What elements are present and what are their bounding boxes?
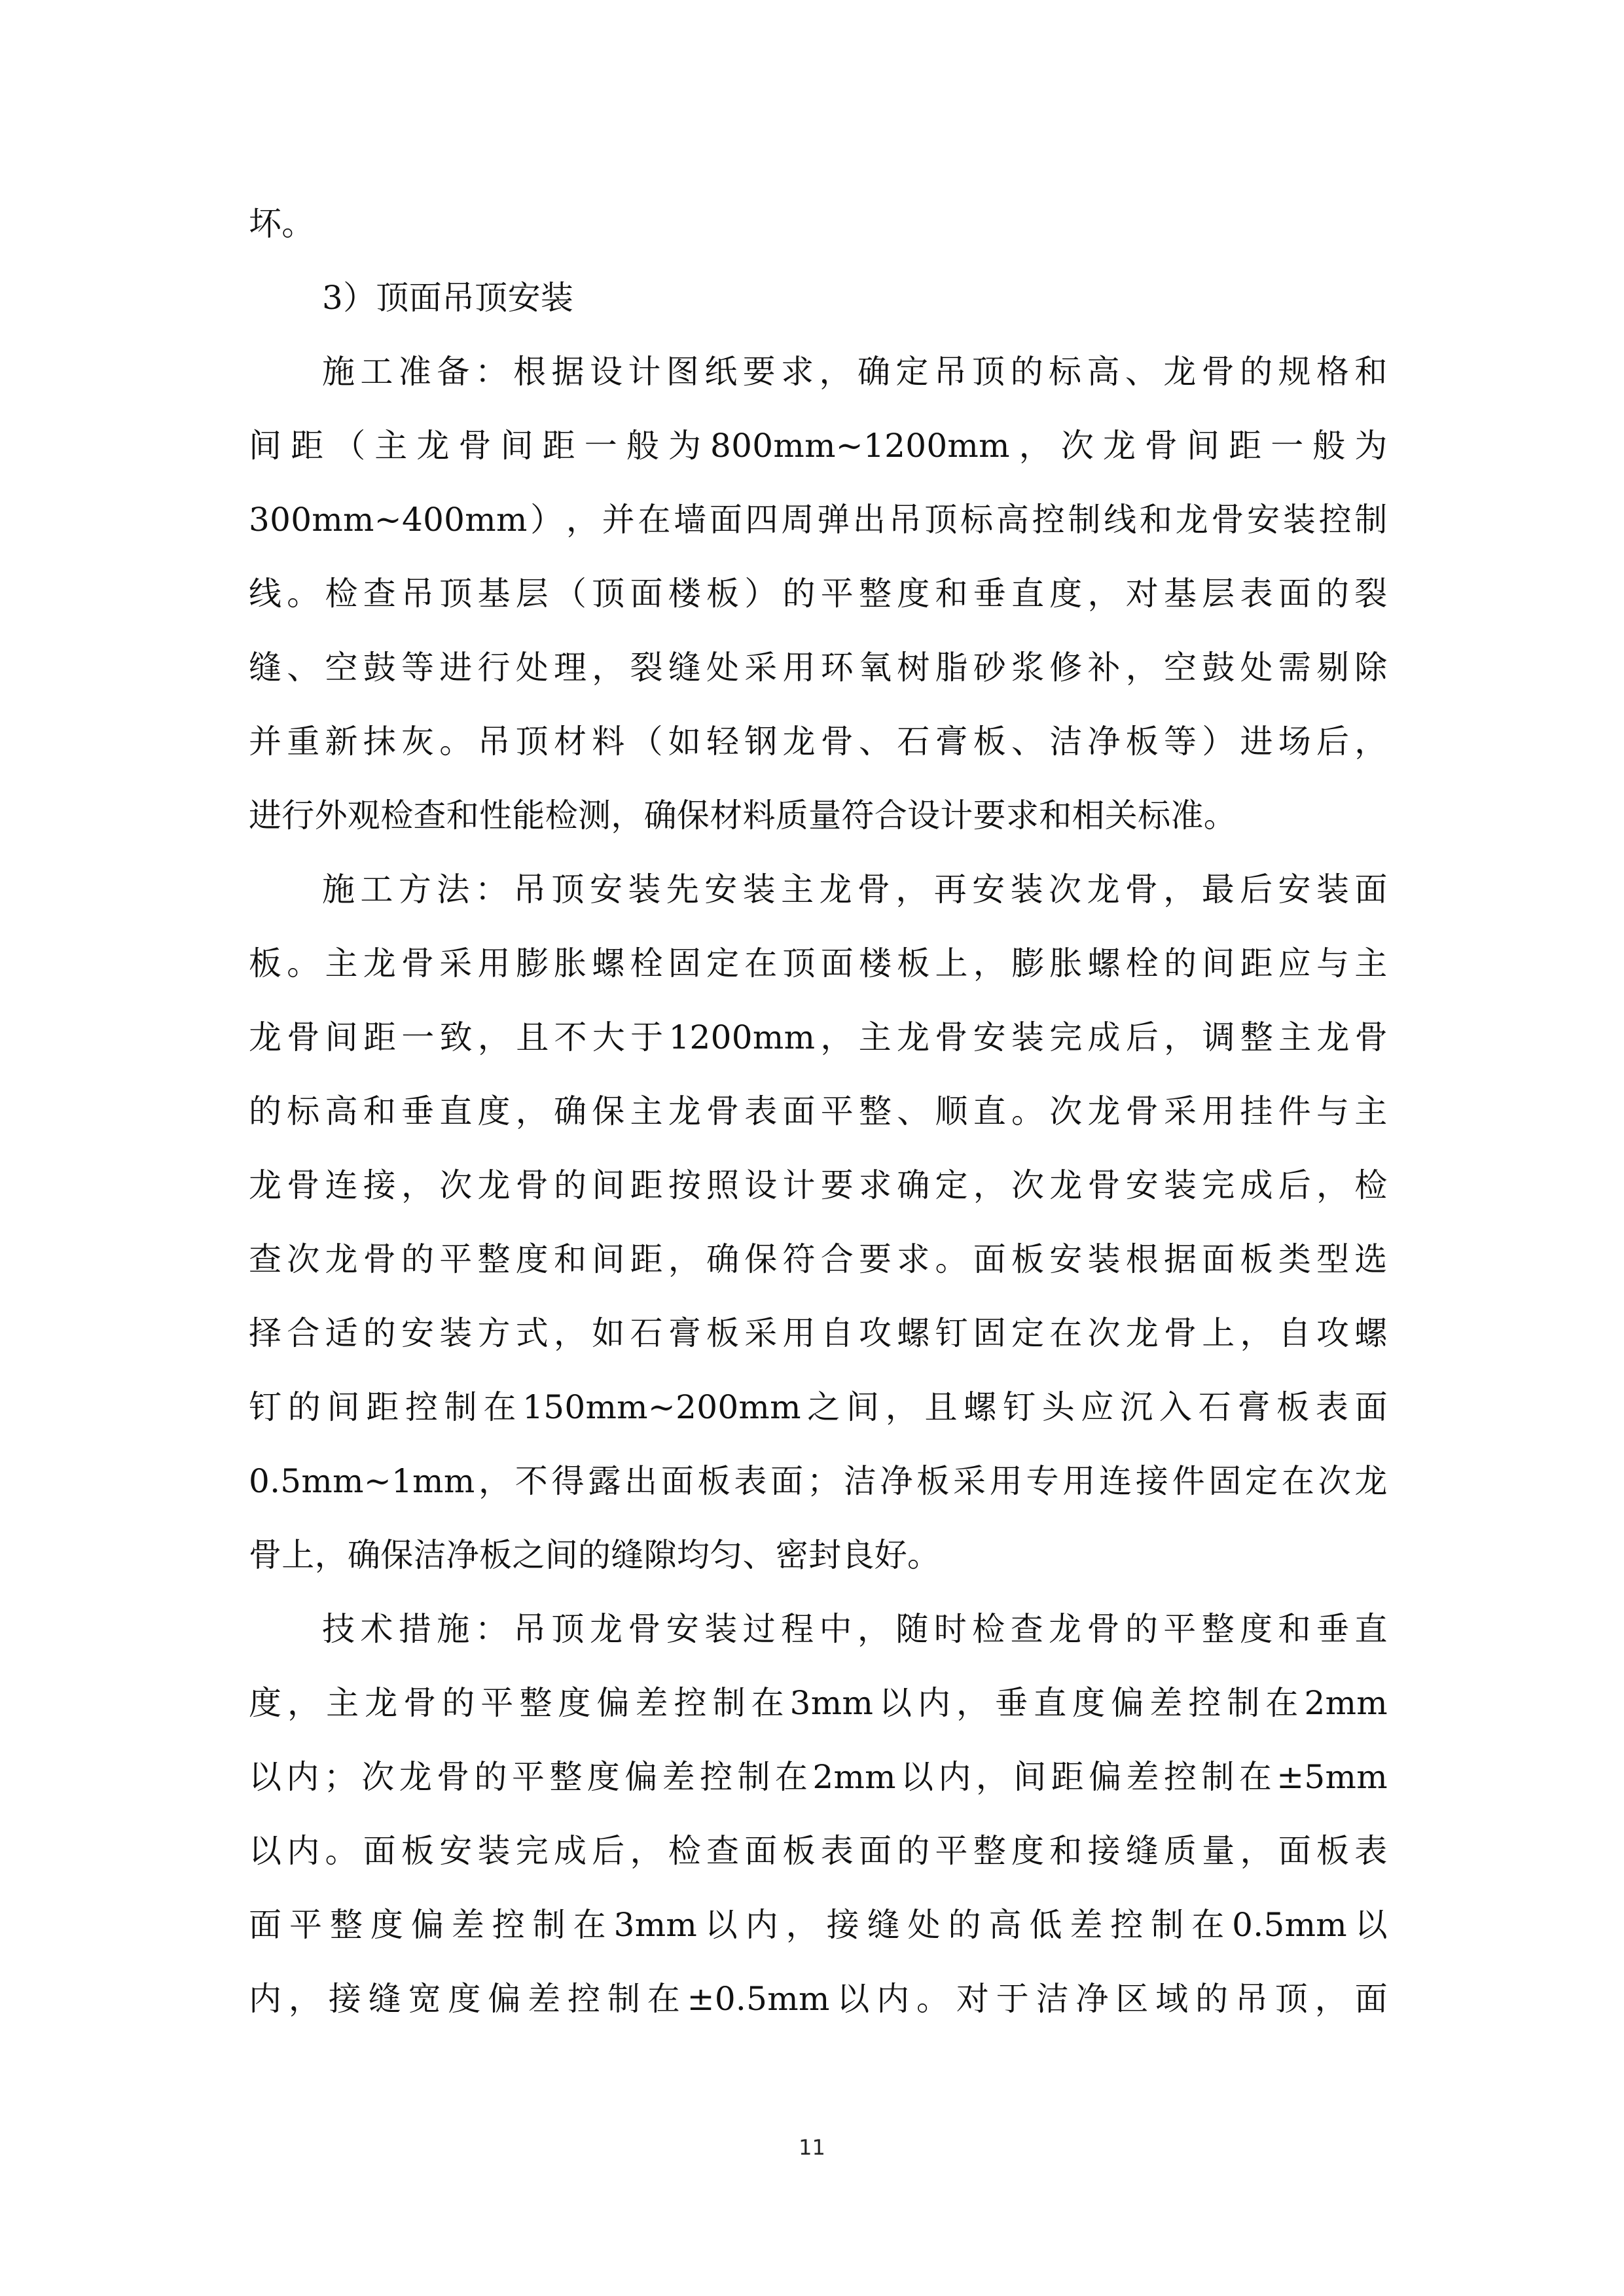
text-line: 度 ， 主 龙 骨 的 平 整 度 偏 差 控 制 在 3mm 以 内 ， 垂 直 度 偏 差 控 制 在 2mm xyxy=(249,1684,1388,1722)
text-line: 择 合 适 的 安 装 方 式 ， 如 石 膏 板 采 用 自 攻 螺 钉 固 定 在 次 龙 骨 上 ， 自 攻 螺 xyxy=(249,1314,1388,1352)
page-number: 11 xyxy=(799,2135,825,2160)
text-line: 间 距 （ 主 龙 骨 间 距 一 般 为 800mm~1200mm ， 次 龙 骨 间 距 一 般 为 xyxy=(249,427,1388,465)
text-line: 进行外观检查和性能检测，确保材料质量符合设计要求和相关标准。 xyxy=(249,797,1236,834)
text-line: 查 次 龙 骨 的 平 整 度 和 间 距 ， 确 保 符 合 要 求 。 面 板 安 装 根 据 面 板 类 型 选 xyxy=(249,1240,1388,1278)
section-heading: 3）顶面吊顶安装 xyxy=(322,279,574,317)
text-line: 的 标 高 和 垂 直 度 ， 确 保 主 龙 骨 表 面 平 整 、 顺 直 。 次 龙 骨 采 用 挂 件 与 主 xyxy=(249,1092,1388,1130)
text-line: 施 工 准 备 ： 根 据 设 计 图 纸 要 求 ， 确 定 吊 顶 的 标 高 、 龙 骨 的 规 格 和 xyxy=(322,353,1388,391)
text-line: 以 内 ； 次 龙 骨 的 平 整 度 偏 差 控 制 在 2mm 以 内 ， 间 距 偏 差 控 制 在 ±5mm xyxy=(249,1758,1388,1796)
text-line: 龙 骨 间 距 一 致 ， 且 不 大 于 1200mm ， 主 龙 骨 安 装 完 成 后 ， 调 整 主 龙 骨 xyxy=(249,1018,1388,1056)
text-line: 内 ， 接 缝 宽 度 偏 差 控 制 在 ±0.5mm 以 内 。 对 于 洁 净 区 域 的 吊 顶 ， 面 xyxy=(249,1980,1388,2018)
text-line: 技 术 措 施 ： 吊 顶 龙 骨 安 装 过 程 中 ， 随 时 检 查 龙 骨 的 平 整 度 和 垂 直 xyxy=(322,1610,1388,1648)
text-line: 300mm~400mm ） ， 并 在 墙 面 四 周 弹 出 吊 顶 标 高 控 制 线 和 龙 骨 安 装 控 制 xyxy=(249,501,1388,539)
text-line: 龙 骨 连 接 ， 次 龙 骨 的 间 距 按 照 设 计 要 求 确 定 ， 次 龙 骨 安 装 完 成 后 ， 检 xyxy=(249,1166,1388,1204)
text-line: 线 。 检 查 吊 顶 基 层 （ 顶 面 楼 板 ） 的 平 整 度 和 垂 直 度 ， 对 基 层 表 面 的 裂 xyxy=(249,575,1388,613)
text-line: 缝 、 空 鼓 等 进 行 处 理 ， 裂 缝 处 采 用 环 氧 树 脂 砂 浆 修 补 ， 空 鼓 处 需 剔 除 xyxy=(249,649,1388,687)
text-line: 施 工 方 法 ： 吊 顶 安 装 先 安 装 主 龙 骨 ， 再 安 装 次 龙 骨 ， 最 后 安 装 面 xyxy=(322,870,1388,908)
text-line: 0.5mm~1mm ， 不 得 露 出 面 板 表 面 ； 洁 净 板 采 用 专 用 连 接 件 固 定 在 次 龙 xyxy=(249,1462,1388,1500)
document-body xyxy=(249,187,1388,2036)
text-line: 骨上，确保洁净板之间的缝隙均匀、密封良好。 xyxy=(249,1536,941,1574)
text-line: 坏。 xyxy=(249,205,315,243)
text-line: 板 。 主 龙 骨 采 用 膨 胀 螺 栓 固 定 在 顶 面 楼 板 上 ， 膨 胀 螺 栓 的 间 距 应 与 主 xyxy=(249,944,1388,982)
text-line: 面 平 整 度 偏 差 控 制 在 3mm 以 内 ， 接 缝 处 的 高 低 差 控 制 在 0.5mm 以 xyxy=(249,1906,1388,1944)
text-line: 并 重 新 抹 灰 。 吊 顶 材 料 （ 如 轻 钢 龙 骨 、 石 膏 板 、 洁 净 板 等 ） 进 场 后 ， xyxy=(249,723,1388,761)
text-line: 以 内 。 面 板 安 装 完 成 后 ， 检 查 面 板 表 面 的 平 整 度 和 接 缝 质 量 ， 面 板 表 xyxy=(249,1832,1388,1870)
text-line: 钉 的 间 距 控 制 在 150mm~200mm 之 间 ， 且 螺 钉 头 应 沉 入 石 膏 板 表 面 xyxy=(249,1388,1388,1426)
